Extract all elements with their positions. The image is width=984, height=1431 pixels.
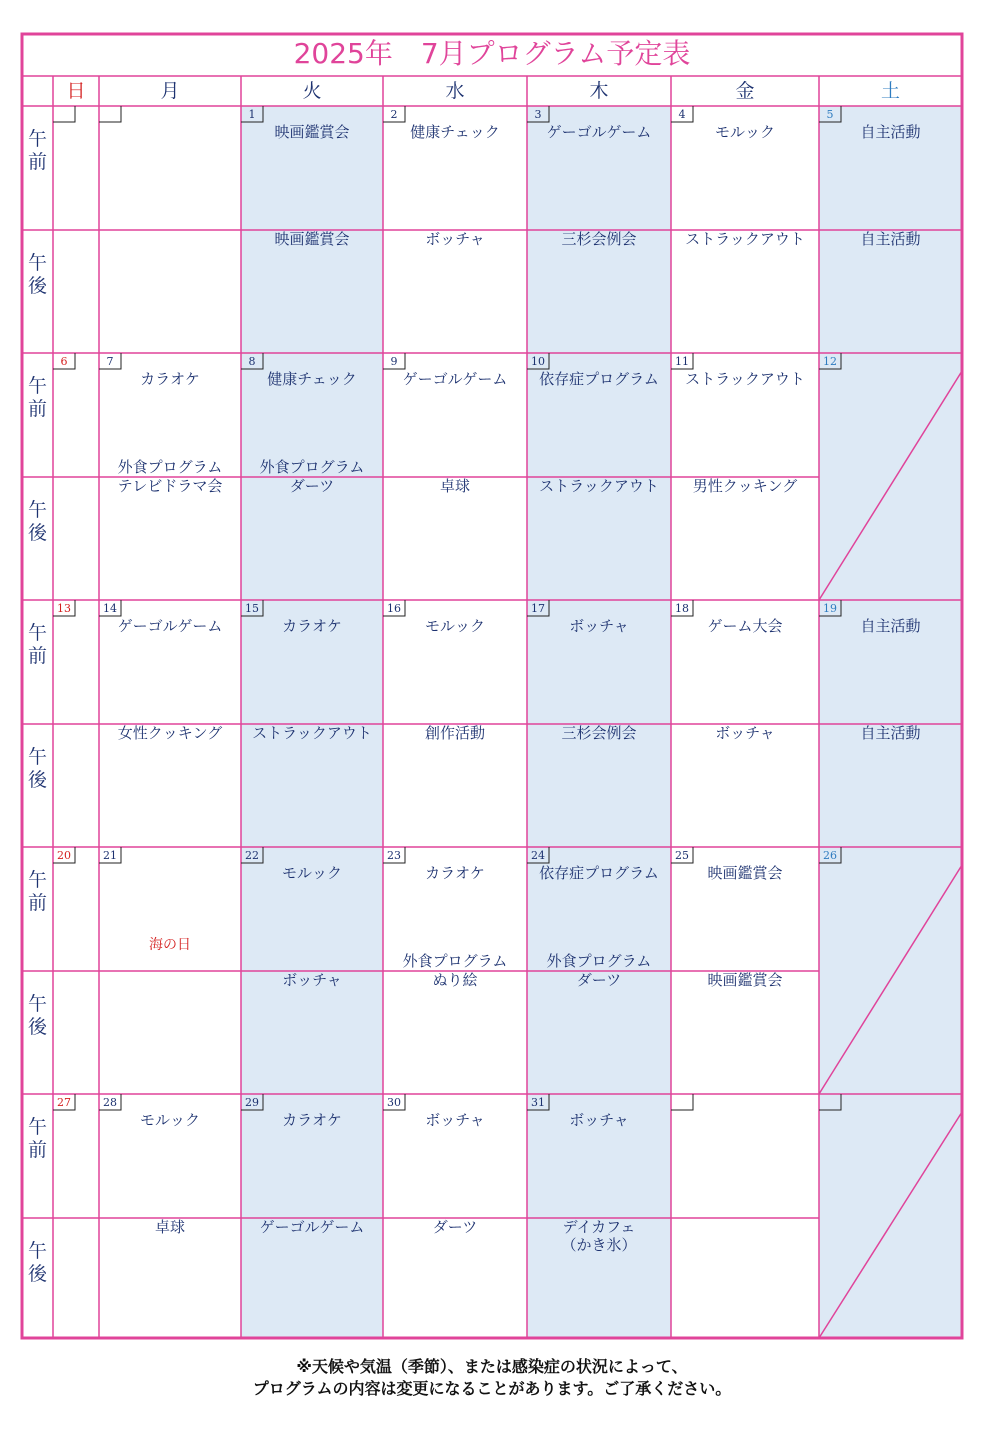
period-label-am: 午 前 bbox=[27, 128, 47, 173]
weekday-header: 水 bbox=[445, 80, 465, 102]
event-am: 映画鑑賞会 bbox=[274, 123, 350, 141]
event-am: モルック bbox=[281, 864, 342, 882]
event-am: モルック bbox=[139, 1111, 200, 1129]
period-label-am: 午 前 bbox=[27, 375, 47, 420]
event-am: 依存症プログラム bbox=[539, 864, 659, 882]
date-number: 27 bbox=[57, 1096, 71, 1109]
event-am: 自主活動 bbox=[860, 123, 921, 141]
date-number: 8 bbox=[248, 355, 256, 368]
date-number: 24 bbox=[531, 849, 545, 862]
period-label-am: 午 前 bbox=[27, 869, 47, 914]
event-pm: ボッチャ bbox=[282, 971, 342, 989]
date-number bbox=[672, 1095, 692, 1110]
event-pm: ダーツ bbox=[432, 1218, 478, 1236]
date-number: 31 bbox=[531, 1096, 545, 1109]
event-pm: ダーツ bbox=[576, 971, 622, 989]
date-number: 10 bbox=[531, 355, 545, 368]
date-number: 14 bbox=[103, 602, 117, 615]
shaded-cell bbox=[819, 847, 962, 1094]
event-lunch-outing: 外食プログラム bbox=[546, 952, 652, 970]
event-am: カラオケ bbox=[140, 370, 200, 388]
event-pm: 男性クッキング bbox=[692, 477, 798, 495]
event-pm: 自主活動 bbox=[860, 724, 921, 742]
period-label-pm: 午 後 bbox=[27, 252, 47, 297]
shaded-cell bbox=[241, 1094, 383, 1338]
event-pm: ボッチャ bbox=[425, 230, 485, 248]
weekday-header: 火 bbox=[302, 80, 322, 102]
period-label-pm: 午 後 bbox=[27, 1240, 47, 1285]
shaded-cell bbox=[527, 1094, 671, 1338]
date-number: 11 bbox=[675, 355, 689, 368]
weekday-header: 月 bbox=[160, 80, 180, 102]
date-number: 22 bbox=[245, 849, 259, 862]
period-label-am: 午 前 bbox=[27, 1116, 47, 1161]
event-lunch-outing: 外食プログラム bbox=[259, 458, 365, 476]
date-number: 21 bbox=[103, 849, 117, 862]
event-pm: ぬり絵 bbox=[432, 971, 478, 989]
date-number: 26 bbox=[823, 849, 837, 862]
event-pm: 卓球 bbox=[154, 1218, 185, 1236]
date-number: 23 bbox=[387, 849, 401, 862]
date-number: 2 bbox=[390, 108, 398, 121]
period-label-am: 午 前 bbox=[27, 622, 47, 667]
holiday-label: 海の日 bbox=[149, 937, 191, 953]
event-am: ボッチャ bbox=[425, 1111, 485, 1129]
date-number: 20 bbox=[57, 849, 71, 862]
weekday-header: 土 bbox=[880, 80, 900, 102]
event-lunch-outing: 外食プログラム bbox=[117, 458, 223, 476]
event-pm: 三杉会例会 bbox=[561, 230, 637, 248]
date-number: 28 bbox=[103, 1096, 117, 1109]
footnote-line-1: ※天候や気温（季節）、または感染症の状況によって、 bbox=[296, 1357, 688, 1376]
date-number: 18 bbox=[675, 602, 689, 615]
event-pm: テレビドラマ会 bbox=[117, 477, 223, 495]
event-am: 映画鑑賞会 bbox=[707, 864, 783, 882]
date-number bbox=[54, 107, 74, 122]
date-number bbox=[820, 1095, 840, 1110]
date-number: 12 bbox=[823, 355, 837, 368]
event-am: ゲーゴルゲーム bbox=[117, 617, 223, 635]
event-pm: 映画鑑賞会 bbox=[707, 971, 783, 989]
period-label-pm: 午 後 bbox=[27, 499, 47, 544]
date-number: 7 bbox=[106, 355, 114, 368]
date-number: 1 bbox=[248, 108, 256, 121]
event-am: 依存症プログラム bbox=[539, 370, 659, 388]
event-am: 健康チェック bbox=[410, 123, 500, 141]
event-am: モルック bbox=[424, 617, 485, 635]
period-label-pm: 午 後 bbox=[27, 746, 47, 791]
period-label-pm: 午 後 bbox=[27, 993, 47, 1038]
event-pm: ダーツ bbox=[289, 477, 335, 495]
weekday-header: 金 bbox=[735, 80, 755, 102]
event-am: モルック bbox=[714, 123, 775, 141]
event-pm: 創作活動 bbox=[424, 724, 485, 742]
event-am: ゲーゴルゲーム bbox=[546, 123, 652, 141]
event-pm: 映画鑑賞会 bbox=[274, 230, 350, 248]
shaded-cell bbox=[819, 1094, 962, 1338]
event-lunch-outing: 外食プログラム bbox=[402, 952, 508, 970]
event-pm: ゲーゴルゲーム bbox=[259, 1218, 365, 1236]
date-number: 13 bbox=[57, 602, 71, 615]
event-am: 自主活動 bbox=[860, 617, 921, 635]
event-pm: ボッチャ bbox=[715, 724, 775, 742]
event-pm: 三杉会例会 bbox=[561, 724, 637, 742]
date-number: 9 bbox=[390, 355, 398, 368]
page-title: 2025年 7月プログラム予定表 bbox=[293, 37, 691, 70]
event-pm: ストラックアウト bbox=[539, 477, 659, 495]
shaded-cell bbox=[819, 353, 962, 600]
event-am: ボッチャ bbox=[569, 617, 629, 635]
event-pm: ストラックアウト bbox=[685, 230, 805, 248]
date-number: 29 bbox=[245, 1096, 259, 1109]
date-number: 17 bbox=[531, 602, 545, 615]
event-am: ゲーゴルゲーム bbox=[402, 370, 508, 388]
date-number: 16 bbox=[387, 602, 401, 615]
date-number: 3 bbox=[534, 108, 542, 121]
event-pm: 卓球 bbox=[439, 477, 470, 495]
weekday-header: 木 bbox=[589, 80, 609, 102]
date-number: 25 bbox=[675, 849, 689, 862]
event-pm: ストラックアウト bbox=[252, 724, 372, 742]
date-number: 6 bbox=[60, 355, 68, 368]
event-am: ストラックアウト bbox=[685, 370, 805, 388]
event-am: 健康チェック bbox=[267, 370, 357, 388]
event-pm: （かき氷） bbox=[561, 1236, 637, 1254]
event-pm: 女性クッキング bbox=[117, 724, 223, 742]
date-number: 4 bbox=[678, 108, 686, 121]
date-number: 5 bbox=[826, 108, 834, 121]
date-number: 15 bbox=[245, 602, 259, 615]
date-number bbox=[100, 107, 120, 122]
event-am: ゲーム大会 bbox=[707, 617, 783, 635]
date-number: 30 bbox=[387, 1096, 401, 1109]
event-am: カラオケ bbox=[282, 1111, 342, 1129]
event-am: ボッチャ bbox=[569, 1111, 629, 1129]
event-am: カラオケ bbox=[282, 617, 342, 635]
footnote-line-2: プログラムの内容は変更になることがあります。ご了承ください。 bbox=[252, 1379, 732, 1398]
event-pm: 自主活動 bbox=[860, 230, 921, 248]
event-pm: デイカフェ bbox=[562, 1218, 636, 1236]
weekday-header: 日 bbox=[66, 80, 86, 102]
date-number: 19 bbox=[823, 602, 837, 615]
event-am: カラオケ bbox=[425, 864, 485, 882]
